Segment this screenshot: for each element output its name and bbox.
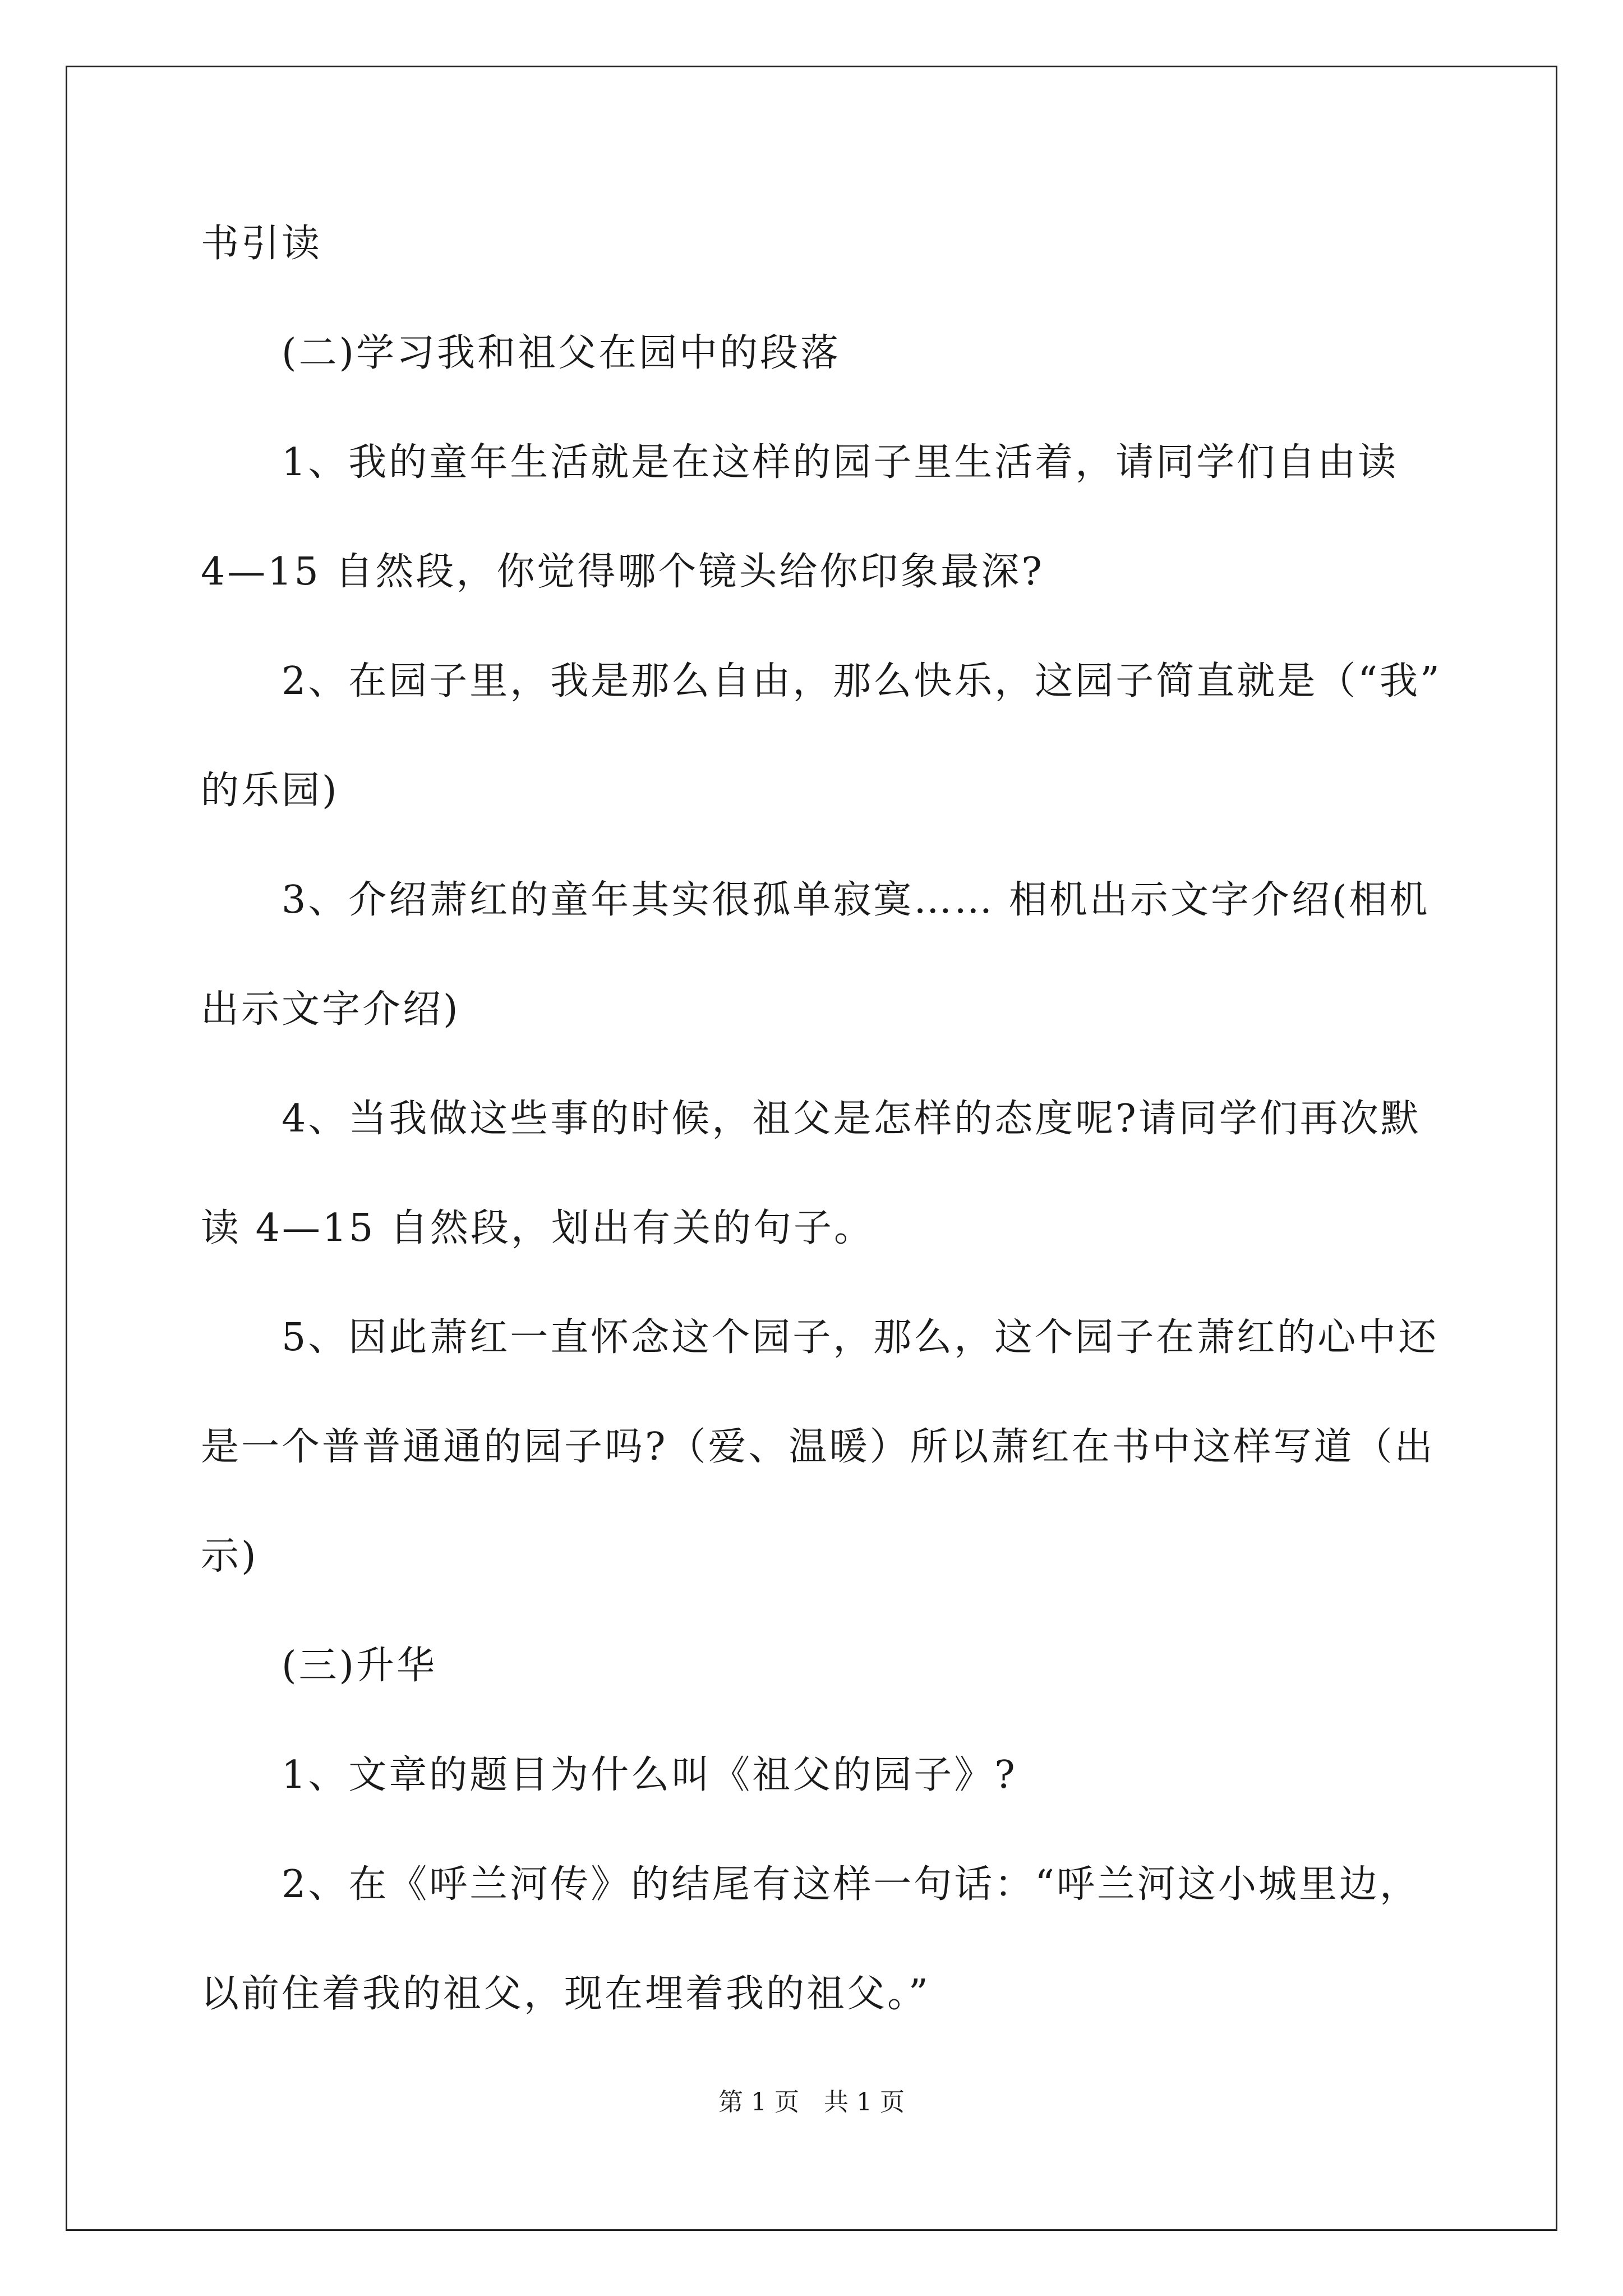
text-line: 2、在《呼兰河传》的结尾有这样一句话：“呼兰河这小城里边， bbox=[282, 1862, 1421, 1907]
page-number-footer: 第 1 页 共 1 页 bbox=[718, 2088, 905, 2116]
text-line: 出示文字介绍) bbox=[201, 987, 460, 1032]
text-line: 以前住着我的祖父，现在埋着我的祖父。” bbox=[201, 1972, 930, 2016]
section-heading: (三)升华 bbox=[282, 1644, 437, 1688]
section-heading: (二)学习我和祖父在园中的段落 bbox=[282, 331, 841, 375]
text-line: 读 4—15 自然段，划出有关的句子。 bbox=[201, 1206, 875, 1250]
text-line: 是一个普普通通的园子吗?（爱、温暖）所以萧红在书中这样写道（出 bbox=[201, 1425, 1435, 1469]
text-line: 1、我的童年生活就是在这样的园子里生活着，请同学们自由读 bbox=[282, 440, 1399, 485]
text-line: 5、因此萧红一直怀念这个园子，那么，这个园子在萧红的心中还 bbox=[282, 1315, 1439, 1360]
text-line: 的乐园) bbox=[201, 769, 339, 813]
text-line: 3、介绍萧红的童年其实很孤单寂寞…… 相机出示文字介绍(相机 bbox=[282, 878, 1430, 922]
text-line: 书引读 bbox=[201, 222, 322, 266]
text-line: 示) bbox=[201, 1534, 259, 1579]
text-line: 2、在园子里，我是那么自由，那么快乐，这园子简直就是（“我” bbox=[282, 659, 1442, 703]
text-line: 1、文章的题目为什么叫《祖父的园子》? bbox=[282, 1753, 1017, 1797]
text-line: 4—15 自然段，你觉得哪个镜头给你印象最深? bbox=[201, 550, 1044, 594]
text-line: 4、当我做这些事的时候，祖父是怎样的态度呢?请同学们再次默 bbox=[282, 1097, 1421, 1141]
